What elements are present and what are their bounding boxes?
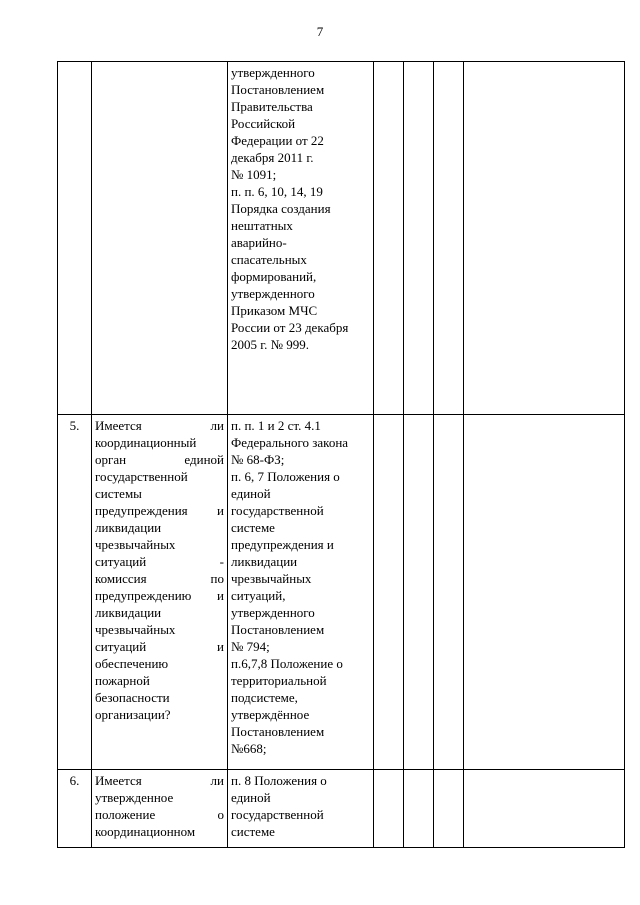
reference-line: ситуаций, — [231, 588, 286, 603]
reference-line: России от 23 декабря — [231, 320, 349, 335]
reference-line: п.6,7,8 Положение о — [231, 656, 343, 671]
question-line: предупреждению и — [95, 588, 224, 603]
answer-cell — [434, 415, 464, 770]
question-line: чрезвычайных — [95, 622, 176, 637]
reference-line: Порядка создания — [231, 201, 331, 216]
reference-line: государственной — [231, 503, 324, 518]
question-line: комиссия по — [95, 571, 224, 586]
question-line: государственной — [95, 469, 188, 484]
reference-line: утвержденного — [231, 65, 315, 80]
page-number: 7 — [316, 24, 324, 39]
reference-line: №668; — [231, 741, 267, 756]
reference-line: Постановлением — [231, 82, 325, 97]
reference-line: утвержденного — [231, 605, 315, 620]
answer-cell — [434, 62, 464, 415]
note-cell — [464, 62, 625, 415]
question-line: ликвидации — [95, 520, 162, 535]
row-number-cell: 5. — [58, 415, 92, 770]
question-line: предупреждения и — [95, 503, 224, 518]
reference-line: системе — [231, 520, 275, 535]
legal-reference-cell — [228, 415, 374, 770]
reference-line: единой — [231, 486, 271, 501]
reference-line: подсистеме, — [231, 690, 298, 705]
question-line: ситуаций и — [95, 639, 224, 654]
reference-line: ликвидации — [231, 554, 298, 569]
reference-line: утвержденного — [231, 286, 315, 301]
answer-cell — [404, 770, 434, 848]
question-line: ликвидации — [95, 605, 162, 620]
reference-line: Федерального закона — [231, 435, 349, 450]
reference-line: чрезвычайных — [231, 571, 312, 586]
reference-line: п. 8 Положения о — [231, 773, 327, 788]
reference-line: единой — [231, 790, 271, 805]
table-row — [58, 770, 625, 848]
question-line: пожарной — [95, 673, 150, 688]
reference-line: спасательных — [231, 252, 307, 267]
question-line: организации? — [95, 707, 171, 722]
reference-line: декабря 2011 г. — [231, 150, 314, 165]
reference-line: № 1091; — [231, 167, 277, 182]
reference-line: № 68-ФЗ; — [231, 452, 285, 467]
reference-line: 2005 г. № 999. — [231, 337, 310, 352]
reference-line: утверждённое — [231, 707, 310, 722]
reference-line: № 794; — [231, 639, 270, 654]
reference-line: Правительства — [231, 99, 313, 114]
question-line: положение о — [95, 807, 224, 822]
reference-line: формирований, — [231, 269, 317, 284]
answer-cell — [374, 415, 404, 770]
answer-cell — [374, 62, 404, 415]
row-number-cell: 6. — [58, 770, 92, 848]
question-line: координационный — [95, 435, 197, 450]
reference-line: государственной — [231, 807, 324, 822]
answer-cell — [404, 415, 434, 770]
question-line: обеспечению — [95, 656, 169, 671]
question-cell — [92, 770, 228, 848]
row-number-cell — [58, 62, 92, 415]
legal-reference-cell — [228, 770, 374, 848]
reference-line: аварийно- — [231, 235, 287, 250]
reference-line: предупреждения и — [231, 537, 334, 552]
question-line: чрезвычайных — [95, 537, 176, 552]
checklist-table — [57, 61, 625, 848]
note-cell — [464, 415, 625, 770]
reference-line: Постановлением — [231, 622, 325, 637]
reference-line: территориальной — [231, 673, 327, 688]
reference-line: п. 6, 7 Положения о — [231, 469, 340, 484]
reference-line: нештатных — [231, 218, 293, 233]
question-line: Имеется ли — [95, 418, 224, 433]
reference-line: Приказом МЧС — [231, 303, 318, 318]
note-cell — [464, 770, 625, 848]
answer-cell — [434, 770, 464, 848]
reference-line: п. п. 6, 10, 14, 19 — [231, 184, 323, 199]
question-line: ситуаций - — [95, 554, 224, 569]
question-line: системы — [95, 486, 142, 501]
question-line: координационном — [95, 824, 196, 839]
question-line: безопасности — [95, 690, 170, 705]
answer-cell — [404, 62, 434, 415]
question-line: орган единой — [95, 452, 224, 467]
reference-line: системе — [231, 824, 275, 839]
question-cell — [92, 62, 228, 415]
reference-line: Российской — [231, 116, 296, 131]
reference-line: Постановлением — [231, 724, 325, 739]
reference-line: Федерации от 22 — [231, 133, 324, 148]
legal-reference-cell — [228, 62, 374, 415]
question-line: утвержденное — [95, 790, 174, 805]
question-cell — [92, 415, 228, 770]
question-line: Имеется ли — [95, 773, 224, 788]
reference-line: п. п. 1 и 2 ст. 4.1 — [231, 418, 321, 433]
table-row — [58, 415, 625, 770]
table-row — [58, 62, 625, 415]
answer-cell — [374, 770, 404, 848]
